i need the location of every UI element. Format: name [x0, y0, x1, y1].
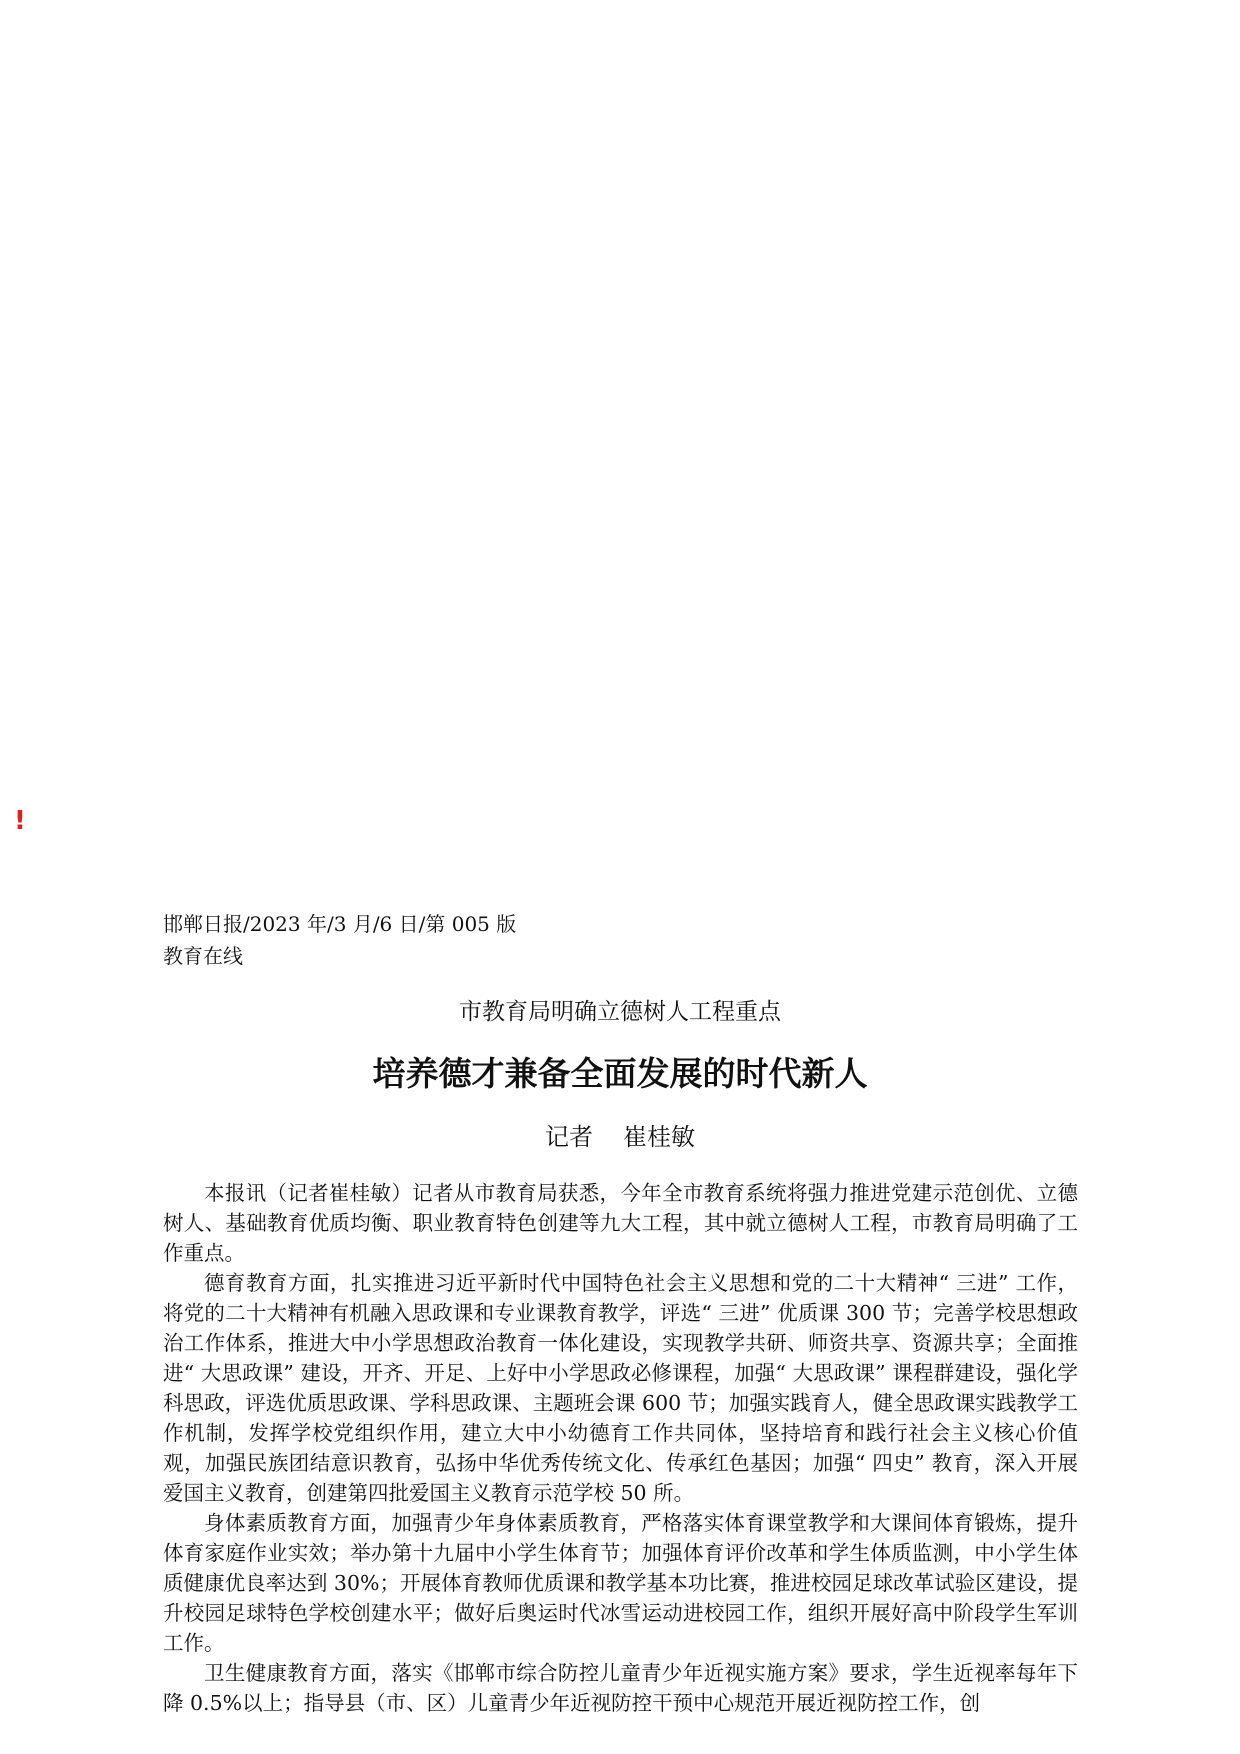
warning-mark: ! [14, 806, 26, 836]
body-paragraph: 卫生健康教育方面，落实《邯郸市综合防控儿童青少年近视实施方案》要求，学生近视率每年下降 0.5%以上；指导县（市、区）儿童青少年近视防控干预中心规范开展近视防控工作，创 [163, 1661, 1078, 1715]
body-paragraph: 德育教育方面，扎实推进习近平新时代中国特色社会主义思想和党的二十大精神“ 三进” 工作，将党的二十大精神有机融入思政课和专业课教育教学，评选“ 三进” 优质课 300 节；完善学校思想政治工作体系，推进大中小学思想政治教育一体化建设，实现教学共研、师资共享、资源共享；全面推进“ 大思政课” 建设，开齐、开足、上好中小学思政必修课程，加强“ 大思政课” 课程群建设，强化学科思政，评选优质思政课、学科思政课、主题班会课 600 节；加强实践育人，健全思政课实践教学工作机制，发挥学校党组织作用，建立大中小幼德育工作共同体，坚持培育和践行社会主义核心价值观，加强民族团结意识教育，弘扬中华优秀传统文化、传承红色基因；加强“ 四史” 教育，深入开展爱国主义教育，创建第四批爱国主义教育示范学校 50 所。 [163, 1271, 1078, 1505]
byline-name: 崔桂敏 [623, 1123, 695, 1151]
byline-role: 记者 [545, 1123, 593, 1151]
article-headline: 培养德才兼备全面发展的时代新人 [372, 1054, 868, 1093]
article-byline [0, 1120, 1240, 1154]
body-paragraph: 本报讯（记者崔桂敏）记者从市教育局获悉，今年全市教育系统将强力推进党建示范创优、立德树人、基础教育优质均衡、职业教育特色创建等九大工程，其中就立德树人工程，市教育局明确了工作重点。 [163, 1181, 1078, 1265]
newspaper-source-line: 邯郸日报/2023 年/3 月/6 日/第 005 版教育在线 [163, 912, 517, 968]
article-kicker: 市教育局明确立德树人工程重点 [459, 999, 781, 1025]
body-paragraph: 身体素质教育方面，加强青少年身体素质教育，严格落实体育课堂教学和大课间体育锻炼，提升体育家庭作业实效；举办第十九届中小学生体育节；加强体育评价改革和学生体质监测，中小学生体质健康优良率达到 30%；开展体育教师优质课和教学基本功比赛，推进校园足球改革试验区建设，提升校园足球特色学校创建水平；做好后奥运时代冰雪运动进校园工作，组织开展好高中阶段学生军训工作。 [163, 1511, 1078, 1655]
article-body [163, 1178, 1078, 1718]
